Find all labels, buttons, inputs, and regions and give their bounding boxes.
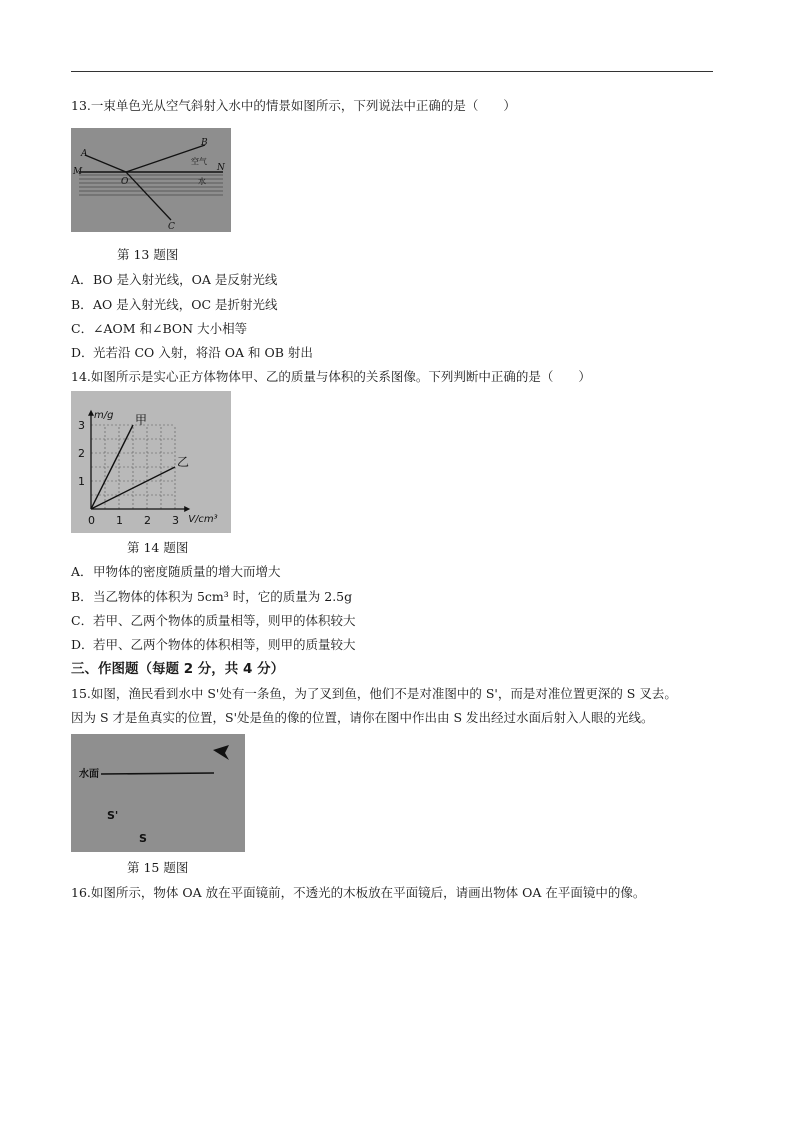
option-label: C． — [71, 321, 94, 336]
option-label: B． — [71, 297, 93, 312]
q13-label-c: C — [168, 222, 175, 232]
option-text: BO 是入射光线，OA 是反射光线 — [93, 272, 278, 287]
q13-stem: 13.一束单色光从空气斜射入水中的情景如图所示，下列说法中正确的是（ ） — [71, 98, 516, 113]
q13-label-a: A — [81, 149, 88, 159]
q14-figure — [71, 391, 231, 533]
x-axis-label: V/cm³ — [188, 514, 218, 525]
q14-stem: 14.如图所示是实心正方体物体甲、乙的质量与体积的关系图像。下列判断中正确的是（ ） — [71, 369, 591, 384]
y-tick-label: 3 — [78, 419, 85, 432]
q15-s-label: S — [139, 832, 147, 845]
q13-label-b: B — [201, 138, 208, 148]
q14-option-a — [71, 564, 281, 580]
option-text: 若甲、乙两个物体的质量相等，则甲的体积较大 — [93, 613, 356, 628]
q13-option-d — [71, 345, 313, 361]
q15-figure — [71, 734, 245, 852]
option-label: B． — [71, 589, 93, 604]
q14-option-b — [71, 589, 352, 605]
q13-label-n: N — [217, 163, 225, 173]
q14-caption: 第 14 题图 — [127, 540, 189, 555]
option-label: A． — [71, 272, 93, 287]
option-text: 若甲、乙两个物体的体积相等，则甲的质量较大 — [93, 637, 356, 652]
q13-label-o: O — [121, 177, 129, 187]
q13-option-a — [71, 272, 277, 288]
x-tick-label: 0 — [88, 514, 95, 527]
q14-chart — [71, 391, 231, 533]
option-text: AO 是入射光线，OC 是折射光线 — [93, 297, 278, 312]
series-label-2: 乙 — [177, 455, 190, 469]
x-tick-label: 3 — [172, 514, 179, 527]
q13-figure — [71, 128, 231, 232]
q15-surface-label: 水面 — [79, 769, 99, 780]
q15-s-prime-label: S' — [107, 809, 119, 822]
option-label: C． — [71, 613, 94, 628]
series-label-1: 甲 — [135, 413, 148, 427]
q14-option-d — [71, 637, 356, 653]
q15-stem-line2: 因为 S 才是鱼真实的位置，S'处是鱼的像的位置，请你在图中作出由 S 发出经过水面后射入人眼的光线。 — [71, 710, 654, 725]
option-label: A． — [71, 564, 93, 579]
x-tick-label: 1 — [116, 514, 123, 527]
q13-caption: 第 13 题图 — [117, 247, 179, 262]
q13-label-water: 水 — [198, 177, 206, 186]
option-text: 光若沿 CO 入射，将沿 OA 和 OB 射出 — [93, 345, 313, 360]
q13-option-b — [71, 297, 278, 313]
q13-label-air: 空气 — [191, 157, 207, 166]
q13-option-c — [71, 321, 247, 337]
q15-caption: 第 15 题图 — [127, 860, 189, 875]
y-axis-label: m/g — [94, 409, 114, 421]
section-heading: 三、作图题（每题 2 分，共 4 分） — [71, 661, 285, 677]
option-label: D． — [71, 637, 94, 652]
q14-option-c — [71, 613, 356, 629]
option-text: ∠AOM 和∠BON 大小相等 — [93, 321, 248, 336]
top-rule — [71, 71, 713, 72]
q16-stem: 16.如图所示，物体 OA 放在平面镜前，不透光的木板放在平面镜后，请画出物体 OA 在平面镜中的像。 — [71, 885, 646, 900]
option-text: 甲物体的密度随质量的增大而增大 — [93, 564, 281, 579]
y-tick-label: 1 — [78, 475, 85, 488]
x-tick-label: 2 — [144, 514, 151, 527]
option-text: 当乙物体的体积为 5cm³ 时，它的质量为 2.5g — [93, 589, 353, 604]
option-label: D． — [71, 345, 94, 360]
q13-label-m: M — [73, 167, 83, 177]
y-tick-label: 2 — [78, 447, 85, 460]
q15-stem-line1: 15.如图，渔民看到水中 S'处有一条鱼，为了叉到鱼，他们不是对准图中的 S'，而是对准位置更深的 S 叉去。 — [71, 686, 677, 701]
